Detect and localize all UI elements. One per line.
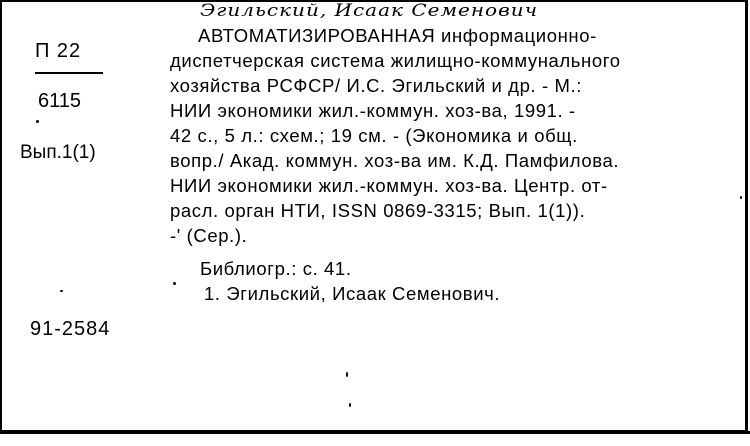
ink-speck bbox=[346, 372, 348, 377]
call-number: П 22 bbox=[35, 40, 82, 62]
card-number: 91-2584 bbox=[30, 318, 111, 340]
handwritten-heading: Эгильский, Исаак Семенович bbox=[200, 0, 539, 21]
ink-speck bbox=[36, 120, 39, 123]
card-under-strip bbox=[0, 434, 750, 446]
description-line: расл. орган НТИ, ISSN 0869-3315; Вып. 1(1)). bbox=[170, 200, 586, 221]
tracing-entry: 1. Эгильский, Исаак Семенович. bbox=[204, 283, 501, 304]
description-line: вопр./ Акад. коммун. хоз-ва им. К.Д. Памфилова. bbox=[170, 150, 620, 171]
call-number-rule bbox=[35, 72, 103, 74]
ink-speck bbox=[173, 282, 176, 285]
ink-speck bbox=[349, 403, 351, 407]
ink-speck bbox=[740, 196, 742, 199]
description-line: НИИ экономики жил.-коммун. хоз-ва, 1991. - bbox=[170, 100, 576, 121]
description-line: НИИ экономики жил.-коммун. хоз-ва. Центр. от- bbox=[170, 175, 608, 196]
issue-label: Вып.1(1) bbox=[20, 142, 96, 163]
description-line: диспетчерская система жилищно-коммунального bbox=[170, 50, 621, 71]
bibliographic-description bbox=[170, 23, 740, 248]
description-line: хозяйства РСФСР/ И.С. Эгильский и др. - М.: bbox=[170, 75, 582, 96]
description-line: 42 с., 5 л.: схем.; 19 см. - (Экономика и общ. bbox=[170, 125, 578, 146]
shelf-number: 6115 bbox=[38, 90, 82, 112]
description-line: АВТОМАТИЗИРОВАННАЯ информационно- bbox=[198, 25, 597, 46]
ink-speck bbox=[60, 290, 63, 292]
notes-block bbox=[200, 256, 500, 306]
bibliography-note: Библиогр.: с. 41. bbox=[200, 258, 352, 279]
description-line: -' (Сер.). bbox=[170, 225, 248, 246]
